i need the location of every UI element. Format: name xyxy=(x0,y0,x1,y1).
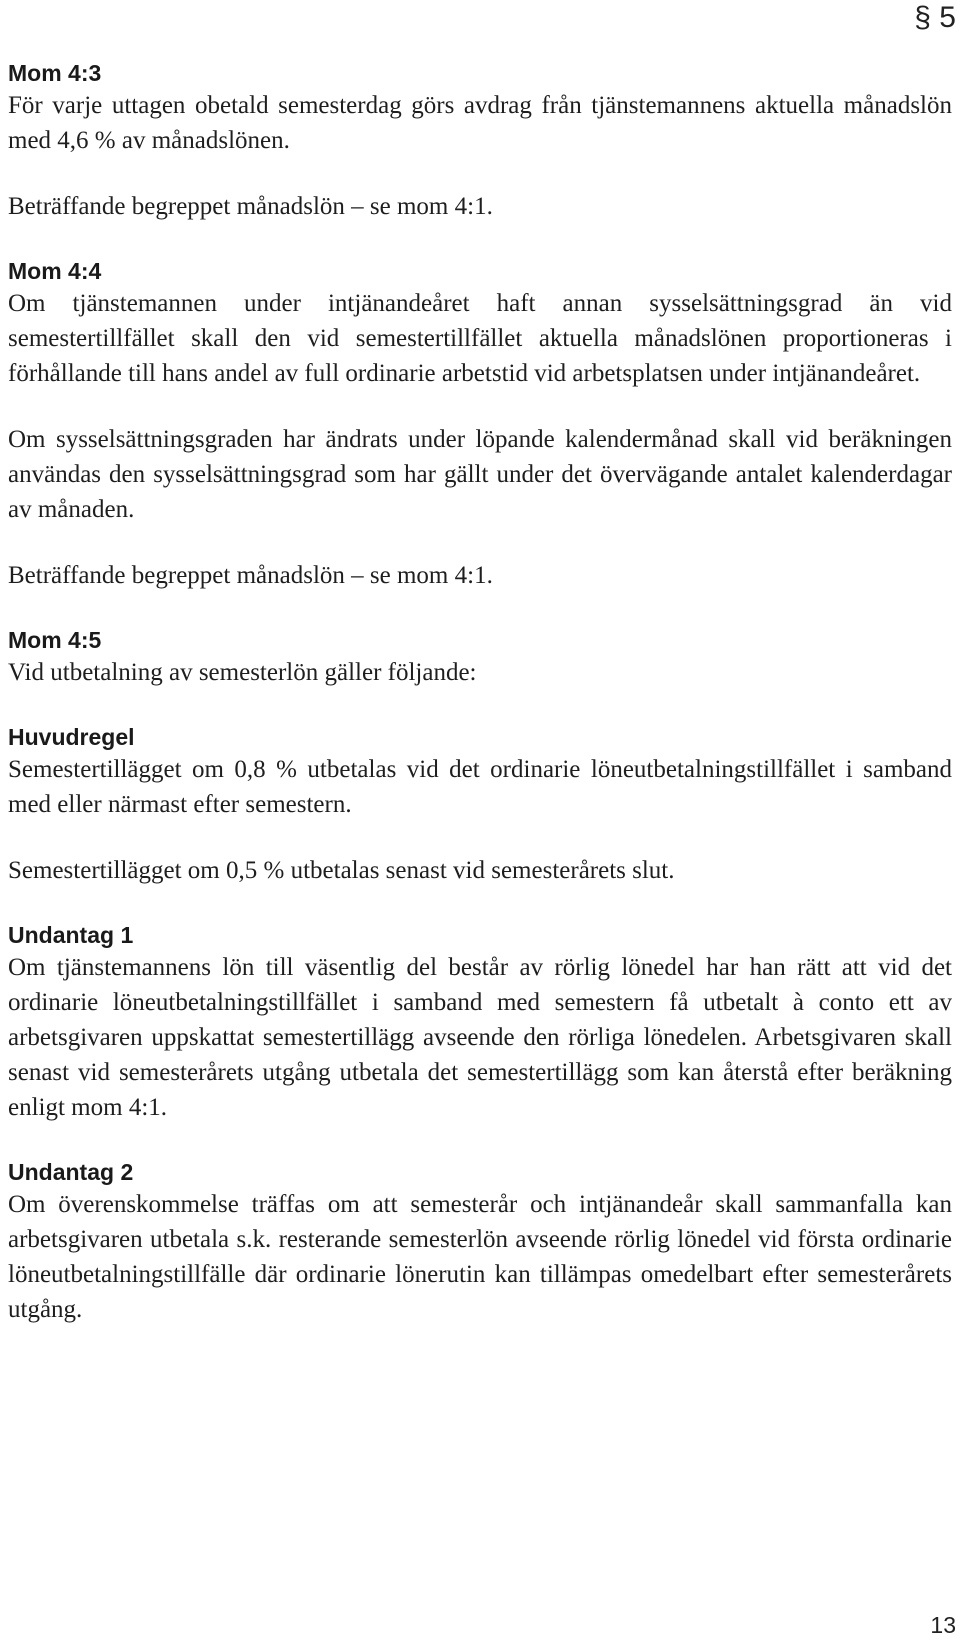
page-content xyxy=(8,58,952,1327)
heading-mom-4-3: Mom 4:3 xyxy=(8,60,102,86)
heading-mom-4-5: Mom 4:5 xyxy=(8,627,102,653)
heading-huvudregel: Huvudregel xyxy=(8,724,135,750)
huvudregel-paragraph-1: Semestertillägget om 0,8 % utbetalas vid det ordinarie löneutbetalningstillfället i samband med eller närmast efter semestern. xyxy=(8,756,952,818)
mom-4-3-paragraph-2: Beträffande begreppet månadslön – se mom 4:1. xyxy=(8,193,493,220)
mom-4-3-paragraph-1: För varje uttagen obetald semesterdag görs avdrag från tjänstemannens aktuella månadslön med 4,6 % av månadslönen. xyxy=(8,92,952,154)
section-mark: § 5 xyxy=(914,1,956,34)
huvudregel-paragraph-2: Semestertillägget om 0,5 % utbetalas senast vid semesterårets slut. xyxy=(8,857,675,884)
heading-undantag-1: Undantag 1 xyxy=(8,922,134,948)
heading-mom-4-4: Mom 4:4 xyxy=(8,258,102,284)
undantag-1-paragraph-1: Om tjänstemannens lön till väsentlig del består av rörlig lönedel har han rätt att vid det ordinarie löneutbetalningstillfället i samband med semestern få utbetalt à conto ett av arbetsgivaren uppskattat semestertillägg avseende den rörliga lönedelen. Arbetsgivaren skall senast vid semesterårets utgång utbetala det semestertillägg som kan återstå efter beräkning enligt mom 4:1. xyxy=(8,954,952,1121)
mom-4-4-paragraph-3: Beträffande begreppet månadslön – se mom 4:1. xyxy=(8,562,493,589)
page-number: 13 xyxy=(930,1612,956,1638)
mom-4-4-paragraph-1: Om tjänstemannen under intjänandeåret haft annan sysselsättningsgrad än vid semestertillfället skall den vid semestertillfället aktuella månadslönen proportioneras i förhållande till hans andel av full ordinarie arbetstid vid arbetsplatsen under intjänandeåret. xyxy=(8,290,952,387)
heading-undantag-2: Undantag 2 xyxy=(8,1159,134,1185)
mom-4-5-paragraph-1: Vid utbetalning av semesterlön gäller följande: xyxy=(8,659,477,686)
mom-4-4-paragraph-2: Om sysselsättningsgraden har ändrats under löpande kalendermånad skall vid beräkningen användas den sysselsättningsgrad som har gällt under det övervägande antalet kalenderdagar av månaden. xyxy=(8,426,952,523)
undantag-2-paragraph-1: Om överenskommelse träffas om att semesterår och intjänandeår skall sammanfalla kan arbetsgivaren utbetala s.k. resterande semesterlön avseende rörlig lönedel vid första ordinarie löneutbetalningstillfälle där ordinarie lönerutin kan tillämpas omedelbart efter semesterårets utgång. xyxy=(8,1191,952,1323)
